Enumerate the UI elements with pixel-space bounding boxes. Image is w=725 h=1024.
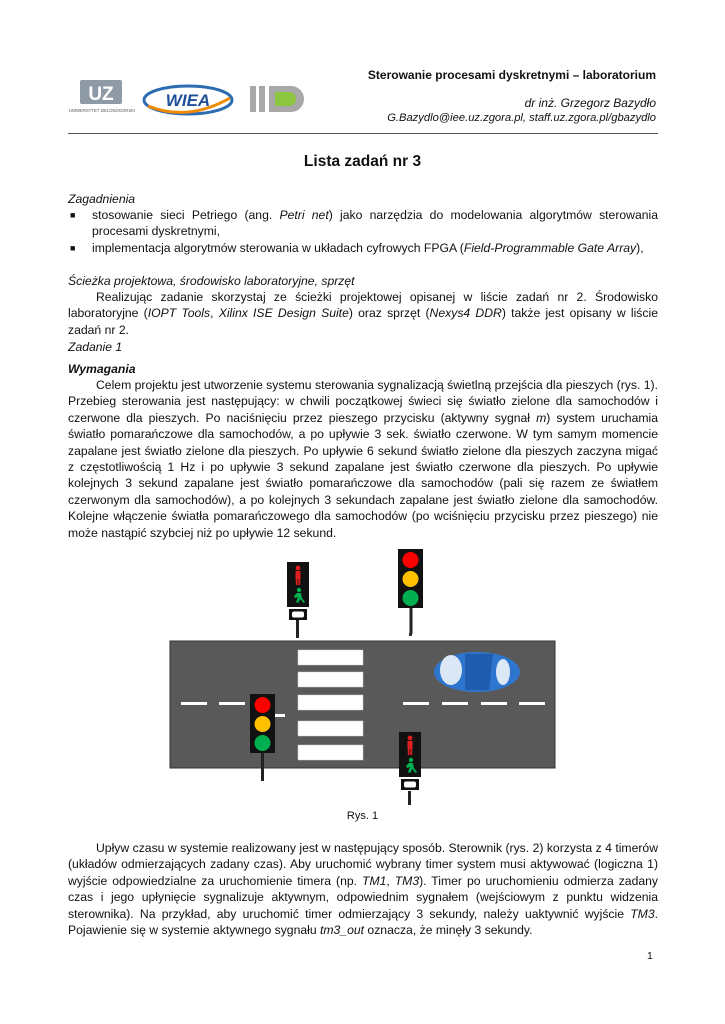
- path-heading: Ścieżka projektowa, środowisko laboratoryjne, sprzęt: [68, 274, 355, 288]
- page-header: [68, 62, 658, 134]
- course-title: Sterowanie procesami dyskretnymi – laboratorium: [367, 68, 656, 82]
- uz-logo-subtext: UNIWERSYTET ZIELONOGÓRSKI: [68, 108, 136, 113]
- uz-logo: [69, 80, 135, 113]
- bullet-square-icon: ■: [70, 243, 76, 253]
- bullet-square-icon: ■: [70, 210, 76, 220]
- topic-bullet-2: ■ implementacja algorytmów sterowania w układach cyfrowych FPGA (Field-Programmable Gate Array),: [70, 241, 644, 255]
- crossing-figure: [165, 548, 560, 806]
- traffic-light: [398, 549, 423, 636]
- requirements-heading: Wymagania: [68, 362, 136, 376]
- uz-logo-text: UZ: [88, 84, 114, 105]
- author-email: G.Bazydlo@iee.uz.zgora.pl, staff.uz.zgora.pl/gbazydlo: [387, 112, 656, 124]
- pedestrian-signal: [399, 732, 421, 805]
- figure-caption: Rys. 1: [346, 810, 379, 822]
- page-title: Lista zadań nr 3: [303, 153, 422, 170]
- wiea-logo-text: WIEA: [165, 91, 211, 110]
- svg-text:IIE: IIE: [282, 120, 284, 121]
- pedestrian-signal: [287, 562, 309, 638]
- car: [434, 652, 520, 692]
- institution-logos: [68, 76, 318, 124]
- page-number: 1: [647, 950, 653, 962]
- path-paragraph: Realizując zadanie skorzystaj ze ścieżki projektowej opisanej w liście zadań nr 2. Środowisko laboratoryjne (IOPT Tools, Xilinx ISE Design Suite) oraz sprzęt (Nexys4 DDR) także jest opisany w liście zadań nr 2.: [68, 290, 658, 337]
- iie-logo: [250, 86, 304, 121]
- task-heading: Zadanie 1: [68, 340, 123, 354]
- timers-paragraph: Upływ czasu w systemie realizowany jest w następujący sposób. Sterownik (rys. 2) korzysta z 4 timerów (układów odmierzających zadany czas). Aby uruchomić wybrany timer system musi aktywować (logiczna 1) wyjście odpowiedzialne za uruchomienie timera (np. TM1, TM3). Timer po uruchomieniu odmierza zadany czas i jego upłynięcie sygnalizuje aktywnym, odpowiednim sygnałem (wejściowym z punktu widzenia sterownika). Na przykład, aby uruchomić timer odmierzający 3 sekundy, należy uaktywnić wyjście TM3. Pojawienie się w systemie aktywnego sygnału tm3_out oznacza, że minęły 3 sekundy.: [68, 841, 658, 938]
- author-name: dr inż. Grzegorz Bazydło: [524, 96, 656, 110]
- topics-heading: Zagadnienia: [68, 192, 136, 206]
- wiea-logo: [144, 86, 232, 114]
- requirements-paragraph: Celem projektu jest utworzenie systemu sterowania sygnalizacją świetlną przejścia dla pieszych (rys. 1). Przebieg sterowania jest następujący: w chwili początkowej świeci się światło zielone dla samochodów i czerwone dla pieszych. Po naciśnięciu przez pieszego przycisku (aktywny sygnał m) system uruchamia światło pomarańczowe dla samochodów, a po upływie 3 sek. światło czerwone. W tym samym momencie zapalane jest światło zielone dla pieszych. Po upływie 6 sekund światło zielone dla pieszych zaczyna migać z częstotliwością 1 Hz i po upływie 3 sekund zapalane jest światło czerwone dla pieszych. Po upływie kolejnych 3 sekund zapalane jest światło pomarańczowe dla samochodów (pali się razem ze światłem czerwonym dla samochodów), a po kolejnych 3 sekundach zapalane jest światło zielone dla samochodów. Kolejne włączenie światła pomarańczowego dla samochodów (po wciśnięciu przycisku przez pieszego) nie może nastąpić szybciej niż po upływie 12 sekund.: [68, 378, 658, 540]
- topic-bullet-1: ■ stosowanie sieci Petriego (ang. Petri net) jako narzędzia do modelowania algorytmów sterowania procesami dyskretnymi,: [70, 208, 659, 239]
